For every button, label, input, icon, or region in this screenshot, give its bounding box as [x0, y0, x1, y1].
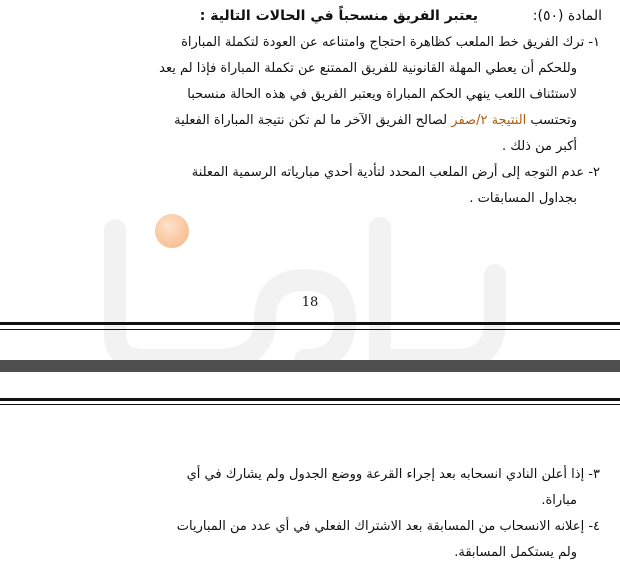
clause-3-line-2: مباراة.	[541, 493, 577, 508]
clause-1-line-1: ١- ترك الفريق خط الملعب كظاهرة احتجاج وامتناعه عن العودة لتكملة المباراة	[181, 35, 600, 50]
clause-1-line-4	[12, 108, 600, 134]
clause-4-line-2: ولم يستكمل المسابقة.	[454, 545, 577, 560]
page-break-rule-thin	[0, 329, 620, 330]
clause-1-line-4-end: لصالح الفريق الآخر ما لم تكن نتيجة المباراة الفعلية	[174, 113, 452, 128]
article-number: المادة (٥٠):	[532, 8, 602, 24]
clause-2-line-1: ٢- عدم التوجه إلى أرض الملعب المحدد لتأدية أحدي مبارياته الرسمية المعلنة	[191, 165, 600, 180]
score-highlight: النتيجة ٢/صفر	[451, 113, 527, 128]
clause-4-line-1: ٤- إعلانه الانسحاب من المسابقة بعد الاشتراك الفعلي في أي عدد من المباريات	[176, 519, 600, 534]
clause-2-line-2: بجداول المسابقات .	[469, 191, 577, 206]
clause-1-line-5: أكبر من ذلك .	[502, 139, 577, 154]
clause-3-line-1: ٣- إذا أعلن النادي انسحابه بعد إجراء القرعة ووضع الجدول ولم يشارك في أي	[186, 467, 600, 482]
article-heading	[32, 5, 602, 27]
clause-list-upper	[35, 30, 600, 212]
clause-list-lower	[35, 462, 600, 566]
page-break-rule-top	[0, 322, 620, 325]
page-break-rule-bottom-thin	[0, 404, 620, 405]
page-break-rule-bottom	[0, 398, 620, 401]
clause-1-line-4-start: وتحتسب	[526, 113, 577, 128]
article-title: يعتبر الفريق منسحباً في الحالات التالية :	[199, 8, 478, 24]
page-number: 18	[301, 295, 319, 310]
watermark-dot	[155, 214, 189, 248]
page-gap-band	[0, 360, 620, 372]
clause-1-line-2: وللحكم أن يعطي المهلة القانونية للفريق الممتنع عن تكملة المباراة فإذا لم يعد	[159, 61, 577, 76]
clause-1-line-3: لاستئناف اللعب ينهي الحكم المباراة ويعتبر الفريق في هذه الحالة منسحبا	[187, 87, 577, 102]
